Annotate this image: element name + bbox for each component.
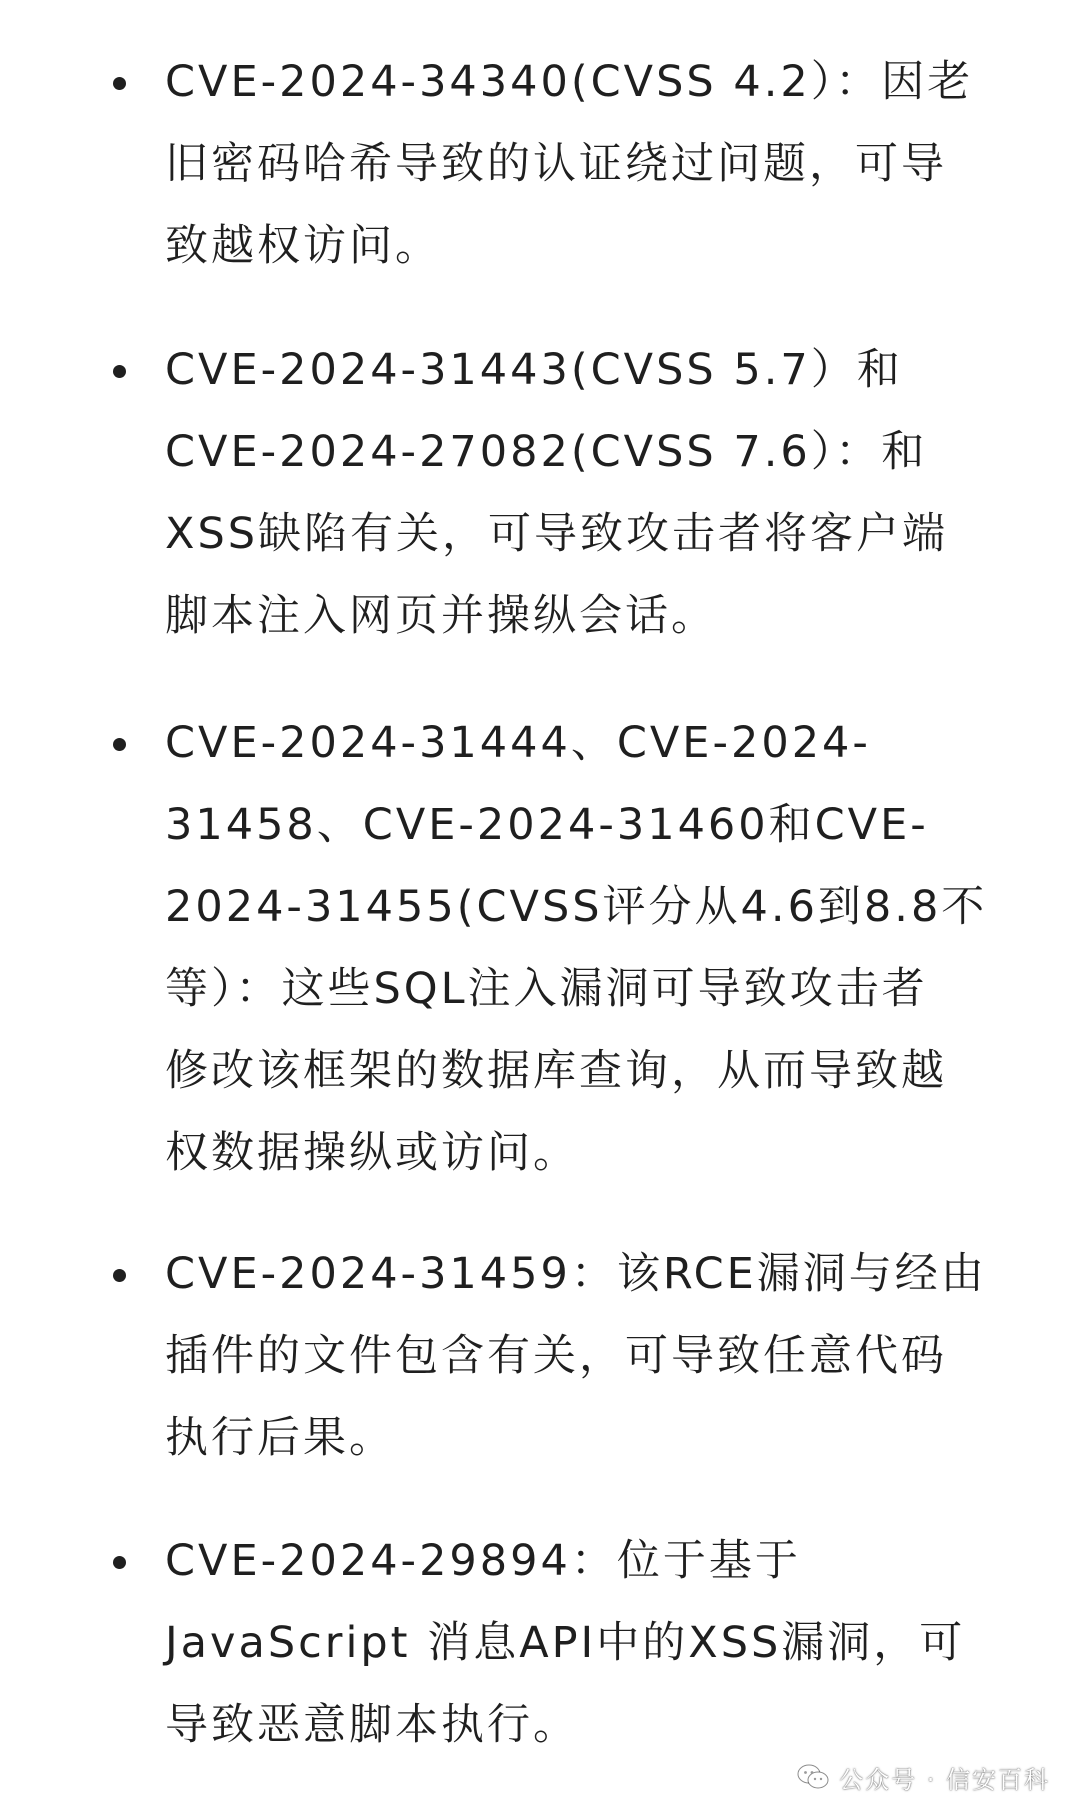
- text-line: 修改该框架的数据库查询，从而导致越: [165, 1046, 947, 1096]
- bullet-icon: [113, 1556, 126, 1569]
- bullet-icon: [113, 1269, 126, 1282]
- text-line: XSS缺陷有关，可导致攻击者将客户端: [165, 509, 949, 559]
- text-line: 插件的文件包含有关，可导致任意代码: [165, 1331, 947, 1381]
- list-item-text: [165, 702, 1005, 1194]
- bullet-icon: [113, 738, 126, 751]
- text-line: CVE-2024-27082(CVSS 7.6）：和: [165, 427, 928, 477]
- wechat-icon: [797, 1763, 829, 1791]
- text-line: 权数据操纵或访问。: [165, 1128, 579, 1178]
- text-line: 31458、CVE-2024-31460和CVE-: [165, 800, 929, 850]
- text-line: CVE-2024-34340(CVSS 4.2）：因老: [165, 57, 974, 107]
- text-line: 脚本注入网页并操纵会话。: [165, 591, 717, 641]
- text-line: 等）：这些SQL注入漏洞可导致攻击者: [165, 964, 928, 1014]
- text-line: CVE-2024-31459：该RCE漏洞与经由: [165, 1249, 987, 1299]
- text-line: CVE-2024-31443(CVSS 5.7）和: [165, 345, 903, 395]
- bullet-icon: [113, 77, 126, 90]
- list-item-text: [165, 329, 1005, 657]
- text-line: 旧密码哈希导致的认证绕过问题，可导: [165, 139, 947, 189]
- text-line: CVE-2024-29894：位于基于: [165, 1536, 801, 1586]
- list-item-text: [165, 41, 1005, 287]
- watermark: [797, 1760, 1050, 1794]
- text-line: 2024-31455(CVSS评分从4.6到8.8不: [165, 882, 988, 932]
- text-line: 致越权访问。: [165, 221, 441, 271]
- list-item-text: [165, 1233, 1005, 1479]
- bullet-icon: [113, 365, 126, 378]
- text-line: 执行后果。: [165, 1413, 395, 1463]
- list-item-text: [165, 1520, 1005, 1766]
- text-line: JavaScript 消息API中的XSS漏洞，可: [165, 1618, 966, 1668]
- watermark-text: 公众号 · 信安百科: [839, 1765, 1050, 1794]
- text-line: 导致恶意脚本执行。: [165, 1700, 579, 1750]
- text-line: CVE-2024-31444、CVE-2024-: [165, 718, 871, 768]
